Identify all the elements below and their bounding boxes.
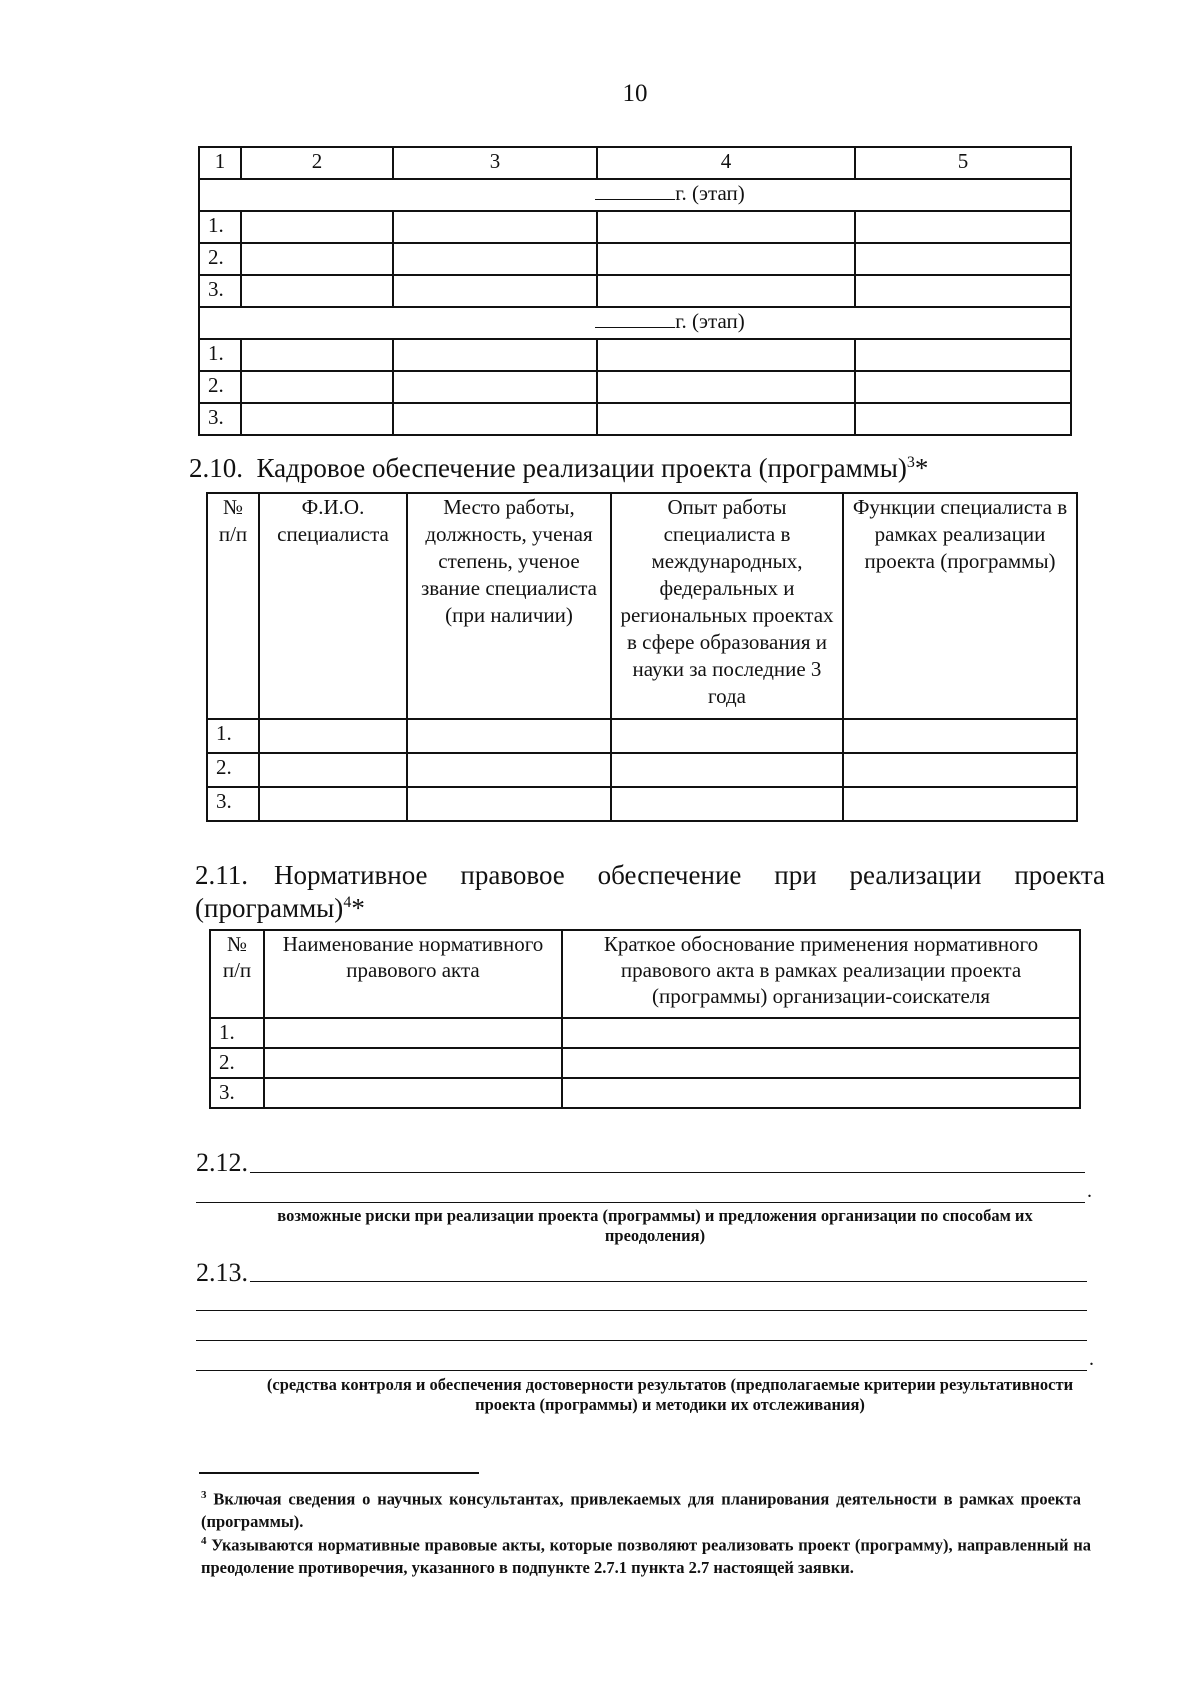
- stage-label: г. (этап): [675, 309, 745, 333]
- header-number: № п/п: [210, 930, 264, 1018]
- header-workplace: Место работы, должность, ученая степень, ученое звание специалиста (при наличии): [407, 493, 611, 719]
- row-number: 2.: [210, 1048, 264, 1078]
- row-number: 3.: [207, 787, 259, 821]
- stage-cell: [199, 307, 1071, 339]
- col-header-5: 5: [855, 147, 1071, 179]
- row-number: 1.: [210, 1018, 264, 1048]
- fill-line: [196, 1314, 1087, 1341]
- table-row: [199, 211, 1071, 243]
- footnote-mark: 3: [201, 1489, 207, 1501]
- footnote-mark: 3: [906, 454, 915, 471]
- table-header-row: [199, 147, 1071, 179]
- row-number: 3.: [210, 1078, 264, 1108]
- row-number: 1.: [199, 339, 241, 371]
- row-number: 3.: [199, 403, 241, 435]
- period: .: [1087, 1180, 1092, 1202]
- section-2-11-title: [195, 860, 1105, 891]
- table-row: [199, 243, 1071, 275]
- row-number: 2.: [207, 753, 259, 787]
- table-header-row: [210, 930, 1080, 1018]
- asterisk: *: [914, 453, 929, 483]
- table-row: [207, 719, 1077, 753]
- section-title-line1: Нормативное правовое обеспечение при реализации проекта: [274, 860, 1105, 890]
- header-act-name: Наименование нормативного правового акта: [264, 930, 562, 1018]
- section-title-line2: (программы): [195, 893, 344, 923]
- stage-cell: [199, 179, 1071, 211]
- footnote-mark: 4: [343, 894, 352, 911]
- section-title-text: Кадровое обеспечение реализации проекта (программы): [256, 453, 907, 483]
- footnote-4: [201, 1530, 1091, 1579]
- period: .: [1089, 1348, 1094, 1370]
- section-2-12-caption: возможные риски при реализации проекта (программы) и предложения организации по способам их преодоления): [277, 1206, 1033, 1245]
- table-header-row: [207, 493, 1077, 719]
- table-row: [210, 1078, 1080, 1108]
- stage-table: [198, 146, 1072, 436]
- section-2-10-title: [189, 453, 928, 484]
- fill-line: [196, 1176, 1085, 1203]
- footnote-mark: 4: [201, 1535, 207, 1547]
- header-number: № п/п: [207, 493, 259, 719]
- section-2-12-number: 2.12.: [196, 1148, 248, 1177]
- row-number: 3.: [199, 275, 241, 307]
- section-2-13-caption: (средства контроля и обеспечения достоверности результатов (предполагаемые критерии результативности проекта (программы) и методики их отслеживания): [266, 1375, 1074, 1414]
- col-header-3: 3: [393, 147, 597, 179]
- staff-table: [206, 492, 1078, 822]
- table-row: [210, 1018, 1080, 1048]
- fill-line: [250, 1255, 1087, 1282]
- table-row: [199, 339, 1071, 371]
- header-functions: Функции специалиста в рамках реализации проекта (программы): [843, 493, 1077, 719]
- table-row: [210, 1048, 1080, 1078]
- section-2-11-title-cont: [195, 893, 365, 924]
- section-number: 2.10.: [189, 453, 243, 483]
- row-number: 1.: [207, 719, 259, 753]
- col-header-1: 1: [199, 147, 241, 179]
- header-experience: Опыт работы специалиста в международных, федеральных и региональных проектах в сфере образования и науки за последние 3 года: [611, 493, 843, 719]
- stage-label: г. (этап): [675, 181, 745, 205]
- footnote-divider: [199, 1472, 479, 1474]
- fill-line: [196, 1344, 1087, 1371]
- table-row: [207, 753, 1077, 787]
- section-number: 2.11.: [195, 860, 248, 890]
- header-name: Ф.И.О. специалиста: [259, 493, 407, 719]
- table-row: [207, 787, 1077, 821]
- fill-line: [250, 1146, 1085, 1173]
- footnote-text: Включая сведения о научных консультантах, привлекаемых для планирования деятельности в рамках проекта (программы).: [201, 1489, 1081, 1531]
- table-row: [199, 371, 1071, 403]
- footnote-3: [201, 1484, 1081, 1533]
- header-justification: Краткое обоснование применения нормативного правового акта в рамках реализации проекта (программы) организации-соискателя: [562, 930, 1080, 1018]
- col-header-4: 4: [597, 147, 855, 179]
- fill-line: [196, 1284, 1087, 1311]
- section-2-13-number: 2.13.: [196, 1258, 248, 1287]
- row-number: 1.: [199, 211, 241, 243]
- asterisk: *: [351, 893, 365, 923]
- row-number: 2.: [199, 371, 241, 403]
- page-number: 10: [622, 80, 648, 107]
- stage-row: [199, 307, 1071, 339]
- row-number: 2.: [199, 243, 241, 275]
- legal-table: [209, 929, 1081, 1109]
- col-header-2: 2: [241, 147, 393, 179]
- table-row: [199, 403, 1071, 435]
- footnote-text: Указываются нормативные правовые акты, которые позволяют реализовать проект (программу), направленный на преодоление противоречия, указанного в подпункте 2.7.1 пункта 2.7 настоящей заявки.: [201, 1535, 1091, 1577]
- stage-row: [199, 179, 1071, 211]
- table-row: [199, 275, 1071, 307]
